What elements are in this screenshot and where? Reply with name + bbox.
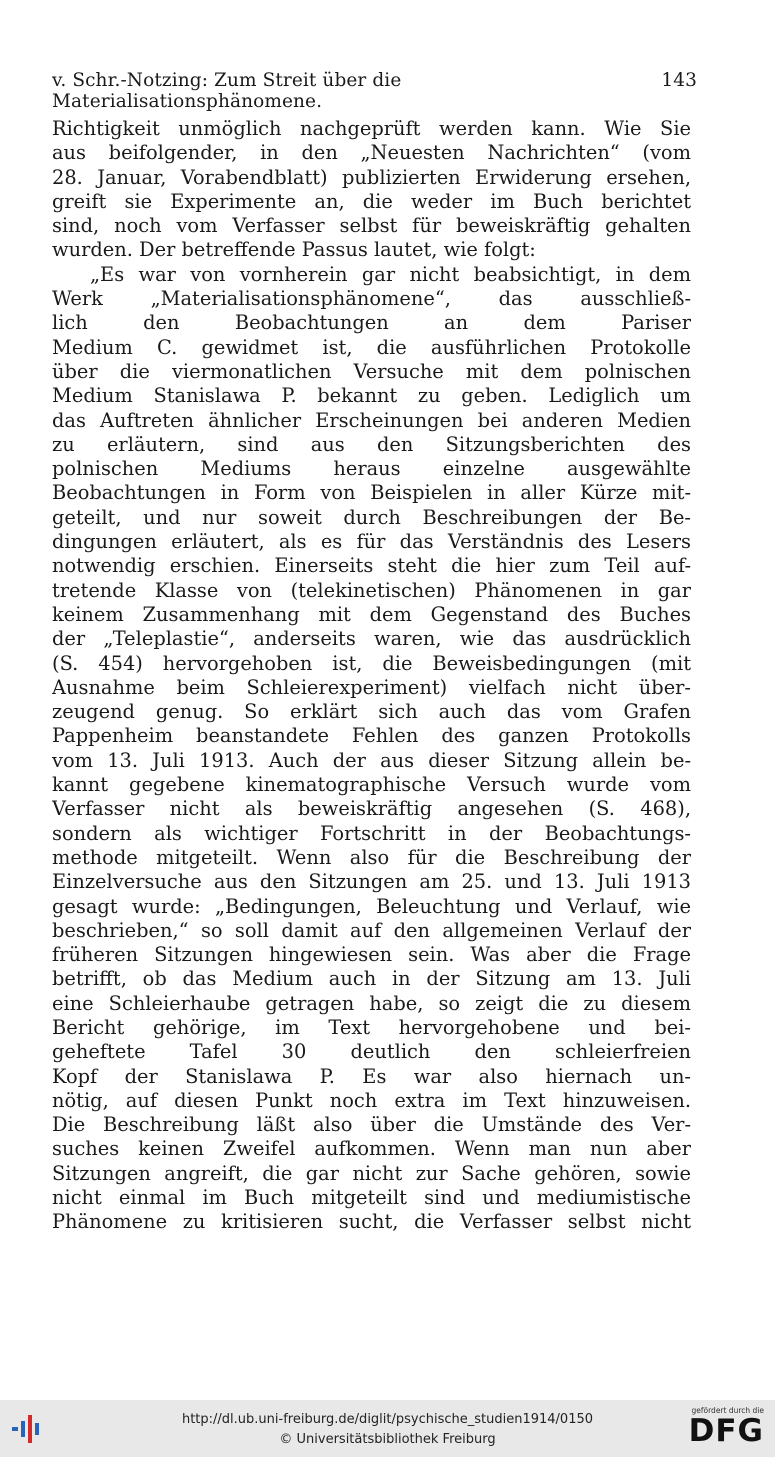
text-line: wurden. Der betreffende Passus lautet, wie folgt: bbox=[52, 238, 536, 262]
text-line: dingungen erläutert, als es für das Verständnis des Lesers bbox=[52, 530, 691, 554]
dfg-mark: DFG bbox=[688, 1413, 764, 1449]
text-line: methode mitgeteilt. Wenn also für die Beschreibung der bbox=[52, 845, 691, 869]
text-line: nötig, auf diesen Punkt noch extra im Text hinzuweisen. bbox=[52, 1088, 691, 1112]
text-line: kannt gegebene kinematographische Versuch wurde vom bbox=[52, 773, 691, 797]
text-line: betrifft, ob das Medium auch in der Sitzung am 13. Juli bbox=[52, 967, 691, 991]
text-line: nicht einmal im Buch mitgeteilt sind und mediumistische bbox=[52, 1186, 691, 1210]
viewer-footer bbox=[0, 1400, 775, 1457]
text-line: polnischen Mediums heraus einzelne ausgewählte bbox=[52, 457, 691, 481]
text-line: geteilt, und nur soweit durch Beschreibungen der Be- bbox=[52, 505, 691, 529]
text-line: zu erläutern, sind aus den Sitzungsberichten des bbox=[52, 432, 691, 456]
text-line: Die Beschreibung läßt also über die Umstände des Ver- bbox=[52, 1113, 691, 1137]
text-line: Richtigkeit unmöglich nachgeprüft werden kann. Wie Sie bbox=[52, 117, 691, 140]
text-line: über die viermonatlichen Versuche mit dem polnischen bbox=[52, 359, 691, 383]
text-line: keinem Zusammenhang mit dem Gegenstand des Buches bbox=[52, 602, 691, 626]
text-line: Pappenheim beanstandete Fehlen des ganzen Protokolls bbox=[52, 724, 691, 748]
copyright-notice: © Universitätsbibliothek Freiburg bbox=[279, 1432, 496, 1447]
text-line: eine Schleierhaube getragen habe, so zeigt die zu diesem bbox=[52, 991, 691, 1015]
text-line: „Es war von vornherein gar nicht beabsichtigt, in dem bbox=[90, 262, 691, 286]
sponsor-note: gefördert durch die bbox=[691, 1406, 764, 1415]
text-line: früheren Sitzungen hingewiesen sein. Was aber die Frage bbox=[52, 943, 691, 967]
text-line: suches keinen Zweifel aufkommen. Wenn man nun aber bbox=[52, 1137, 691, 1161]
running-header bbox=[52, 70, 697, 112]
text-line: Kopf der Stanislawa P. Es war also hiernach un- bbox=[52, 1064, 691, 1088]
text-line: Medium C. gewidmet ist, die ausführlichen Protokolle bbox=[52, 335, 691, 359]
text-line: notwendig erschien. Einerseits steht die hier zum Teil auf- bbox=[52, 554, 691, 578]
text-line: Ausnahme beim Schleierexperiment) vielfach nicht über- bbox=[52, 675, 691, 699]
text-line: gesagt wurde: „Bedingungen, Beleuchtung und Verlauf, wie bbox=[52, 894, 691, 918]
text-line: geheftete Tafel 30 deutlich den schleierfreien bbox=[52, 1040, 691, 1064]
text-line: Werk „Materialisationsphänomene“, das ausschließ- bbox=[52, 287, 691, 311]
permalink-url[interactable]: http://dl.ub.uni-freiburg.de/diglit/psychische_studien1914/0150 bbox=[181, 1412, 594, 1427]
text-line: Einzelversuche aus den Sitzungen am 25. und 13. Juli 1913 bbox=[52, 870, 691, 894]
text-line: vom 13. Juli 1913. Auch der aus dieser Sitzung allein be- bbox=[52, 748, 691, 772]
text-line: 28. Januar, Vorabendblatt) publizierten Erwiderung ersehen, bbox=[52, 165, 691, 189]
text-line: sind, noch vom Verfasser selbst für beweiskräftig gehalten bbox=[52, 214, 691, 238]
text-line: Bericht gehörige, im Text hervorgehobene und bei- bbox=[52, 1015, 691, 1039]
text-line: greift sie Experimente an, die weder im Buch berichtet bbox=[52, 189, 691, 213]
text-line: sondern als wichtiger Fortschritt in der Beobachtungs- bbox=[52, 821, 691, 845]
text-line: beschrieben,“ so soll damit auf den allgemeinen Verlauf der bbox=[52, 918, 691, 942]
running-title: v. Schr.-Notzing: Zum Streit über die Materialisationsphänomene. bbox=[52, 70, 402, 112]
text-line: das Auftreten ähnlicher Erscheinungen bei anderen Medien bbox=[52, 408, 691, 432]
text-line: Verfasser nicht als beweiskräftig angesehen (S. 468), bbox=[52, 797, 691, 821]
text-line: aus beifolgender, in den „Neuesten Nachrichten“ (vom bbox=[52, 141, 691, 165]
body-text bbox=[52, 117, 691, 1235]
text-line: Sitzungen angreift, die gar nicht zur Sache gehören, sowie bbox=[52, 1161, 691, 1185]
text-line: Medium Stanislawa P. bekannt zu geben. Lediglich um bbox=[52, 384, 691, 408]
text-line: zeugend genug. So erklärt sich auch das vom Grafen bbox=[52, 700, 691, 724]
text-line: der „Teleplastie“, anderseits waren, wie das ausdrücklich bbox=[52, 627, 691, 651]
page-number: 143 bbox=[661, 70, 697, 91]
dfg-logo bbox=[680, 1406, 768, 1452]
text-line: Beobachtungen in Form von Beispielen in aller Kürze mit- bbox=[52, 481, 691, 505]
text-line: Phänomene zu kritisieren sucht, die Verfasser selbst nicht bbox=[52, 1210, 691, 1234]
text-line: tretende Klasse von (telekinetischen) Phänomenen in gar bbox=[52, 578, 691, 602]
text-line: lich den Beobachtungen an dem Pariser bbox=[52, 311, 691, 335]
text-line: (S. 454) hervorgehoben ist, die Beweisbedingungen (mit bbox=[52, 651, 691, 675]
